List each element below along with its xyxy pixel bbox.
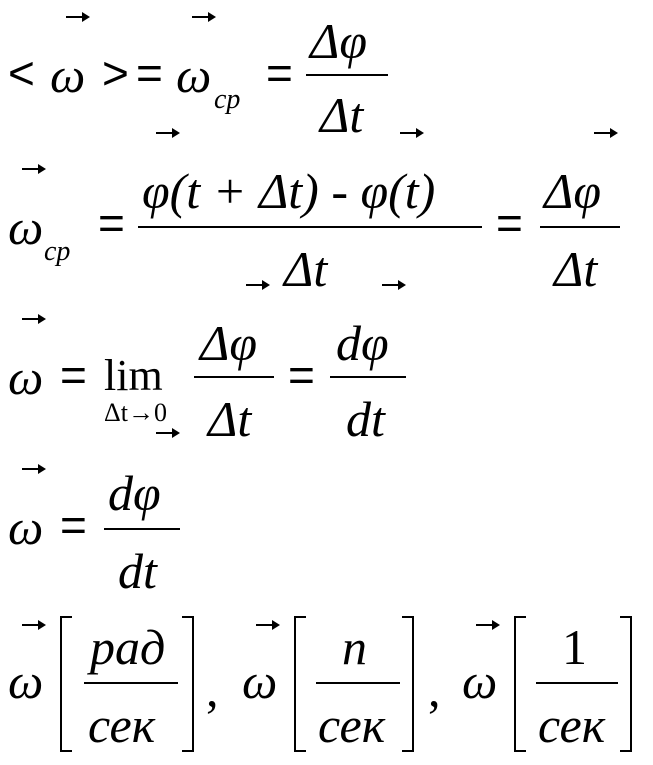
equals-sign: = — [98, 197, 125, 249]
fraction-bar — [536, 682, 618, 684]
fraction-numerator: Δφ — [544, 163, 602, 219]
omega-symbol: ω — [8, 349, 44, 405]
equals-sign: = — [496, 197, 523, 249]
fraction-bar — [330, 376, 406, 378]
vector-arrow-icon — [66, 12, 90, 22]
left-bracket — [294, 616, 306, 752]
fraction-denominator: dt — [346, 391, 385, 447]
unit-numerator-n: n — [342, 619, 367, 675]
equals-sign: = — [288, 349, 315, 401]
fraction-denominator: dt — [118, 543, 157, 599]
fraction-denominator: Δt — [284, 241, 328, 297]
left-bracket — [60, 616, 72, 752]
vector-arrow-icon — [256, 620, 280, 630]
equals-sign: = — [136, 47, 163, 99]
omega-symbol: ω — [176, 47, 212, 103]
omega-symbol: ω — [242, 653, 278, 709]
limit-subscript: Δt→0 — [104, 398, 167, 427]
vector-arrow-icon — [476, 620, 500, 630]
omega-symbol: ω — [8, 499, 44, 555]
fraction-bar — [104, 528, 180, 530]
fraction-numerator: dφ — [108, 465, 161, 521]
fraction-bar — [540, 226, 620, 228]
fraction-denominator: Δt — [554, 241, 598, 297]
omega-symbol: ω — [8, 199, 44, 255]
angle-bracket-left: < — [8, 47, 35, 99]
right-bracket — [402, 616, 414, 752]
fraction-denominator: Δt — [208, 391, 252, 447]
unit-denominator-sec: сек — [88, 697, 156, 753]
omega-symbol: ω — [462, 653, 498, 709]
fraction-numerator: Δφ — [310, 13, 368, 69]
vector-arrow-icon — [246, 280, 270, 290]
equals-sign: = — [60, 499, 87, 551]
comma: , — [428, 661, 441, 717]
omega-symbol: ω — [8, 653, 44, 709]
limit-operator: lim — [104, 351, 163, 400]
fraction-bar — [306, 74, 388, 76]
fraction-numerator: dφ — [336, 315, 389, 371]
subscript-cp: cp — [214, 84, 241, 115]
vector-arrow-icon — [594, 128, 618, 138]
vector-arrow-icon — [22, 620, 46, 630]
vector-arrow-icon — [22, 464, 46, 474]
vector-arrow-icon — [156, 428, 180, 438]
angle-bracket-right: > — [102, 47, 129, 99]
unit-numerator-rad: рад — [90, 619, 166, 675]
unit-denominator-sec: сек — [538, 697, 606, 753]
right-bracket — [620, 616, 632, 752]
fraction-bar — [194, 376, 274, 378]
fraction-bar — [138, 226, 482, 228]
fraction-denominator: Δt — [320, 87, 364, 143]
subscript-cp: cp — [44, 236, 71, 267]
fraction-numerator: φ(t + Δt) - φ(t) — [142, 163, 436, 219]
fraction-numerator: Δφ — [200, 315, 258, 371]
vector-arrow-icon — [192, 12, 216, 22]
vector-arrow-icon — [22, 314, 46, 324]
vector-arrow-icon — [382, 280, 406, 290]
vector-arrow-icon — [400, 128, 424, 138]
left-bracket — [514, 616, 526, 752]
vector-arrow-icon — [22, 164, 46, 174]
vector-arrow-icon — [156, 128, 180, 138]
right-bracket — [182, 616, 194, 752]
comma: , — [206, 661, 219, 717]
fraction-bar — [84, 682, 178, 684]
equals-sign: = — [60, 349, 87, 401]
unit-numerator-one: 1 — [562, 619, 587, 675]
fraction-bar — [316, 682, 400, 684]
omega-symbol: ω — [50, 47, 86, 103]
unit-denominator-sec: сек — [318, 697, 386, 753]
equals-sign: = — [266, 47, 293, 99]
